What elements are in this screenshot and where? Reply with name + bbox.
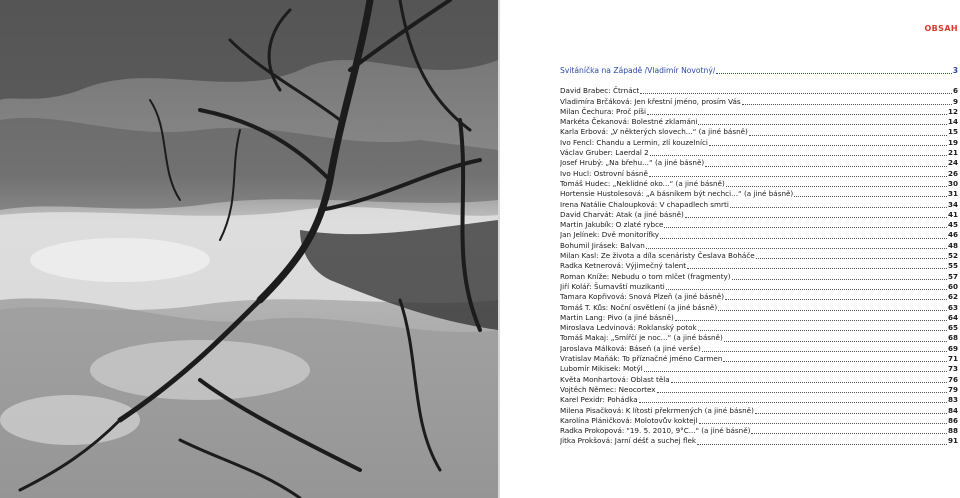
toc-dot-leader <box>698 123 947 125</box>
toc-entry-page: 65 <box>947 323 958 333</box>
contents-heading: OBSAH <box>924 24 958 33</box>
toc-entry-title: Markéta Čekanová: Bolestné zklamání <box>560 117 698 127</box>
toc-entry-page: 12 <box>947 106 958 116</box>
toc-entry[interactable] <box>560 117 958 127</box>
toc-entry[interactable] <box>560 282 958 292</box>
toc-entry-page: 69 <box>947 343 958 353</box>
toc-dot-leader <box>697 443 947 445</box>
toc-dot-leader <box>671 381 947 383</box>
toc-dot-leader <box>685 216 947 218</box>
toc-entry-page: 34 <box>947 199 958 209</box>
table-of-contents <box>560 66 958 447</box>
toc-entry[interactable] <box>560 323 958 333</box>
toc-entry[interactable] <box>560 200 958 210</box>
toc-entry[interactable] <box>560 210 958 220</box>
toc-entry-page: 21 <box>947 148 958 158</box>
toc-entry[interactable] <box>560 406 958 416</box>
toc-dot-leader <box>726 185 947 187</box>
toc-dot-leader <box>794 195 947 197</box>
toc-entry[interactable] <box>560 385 958 395</box>
toc-entry-title: Milena Pisačková: K lítosti překrmených (a jiné básně) <box>560 405 754 415</box>
toc-entry[interactable] <box>560 261 958 271</box>
toc-entry-page: 60 <box>947 281 958 291</box>
toc-entry-title: Tamara Kopřivová: Snová Plzeň (a jiné básně) <box>560 292 725 302</box>
toc-entry-page: 41 <box>947 209 958 219</box>
toc-entry[interactable] <box>560 251 958 261</box>
toc-dot-leader <box>699 422 947 424</box>
toc-entry-page: 14 <box>947 117 958 127</box>
toc-dot-leader <box>749 134 947 136</box>
toc-dot-leader <box>660 237 947 239</box>
toc-entry[interactable] <box>560 333 958 343</box>
toc-entry-title: Josef Hrubý: „Na břehu...“ (a jiné básně) <box>560 158 705 168</box>
toc-entry-title: Květa Monhartová: Oblast těla <box>560 374 670 384</box>
toc-dot-leader <box>705 165 947 167</box>
toc-entry[interactable] <box>560 97 958 107</box>
toc-entry[interactable] <box>560 344 958 354</box>
toc-dot-leader <box>698 329 947 331</box>
toc-entry-page: 48 <box>947 240 958 250</box>
toc-entry-page: 63 <box>947 302 958 312</box>
toc-entry-page: 64 <box>947 312 958 322</box>
toc-entry[interactable] <box>560 241 958 251</box>
toc-dot-leader <box>725 298 947 300</box>
toc-entry[interactable] <box>560 426 958 436</box>
toc-dot-leader <box>756 257 947 259</box>
toc-entry[interactable] <box>560 416 958 426</box>
toc-entry-title: Vladimíra Brčáková: Jen křestní jméno, prosím Vás <box>560 96 741 106</box>
toc-dot-leader <box>666 288 947 290</box>
toc-entry-page: 19 <box>947 137 958 147</box>
toc-entry[interactable] <box>560 230 958 240</box>
toc-entry[interactable] <box>560 395 958 405</box>
toc-entry-title: Radka Prokopová: "19. 5. 2010, 9°C..." (a jiné básně) <box>560 426 751 436</box>
toc-entry-title: Martin Lang: Pivo (a jiné básně) <box>560 312 674 322</box>
toc-entry[interactable] <box>560 220 958 230</box>
toc-entry[interactable] <box>560 292 958 302</box>
toc-entry[interactable] <box>560 354 958 364</box>
toc-dot-leader <box>675 319 947 321</box>
toc-entry-title: Jaroslava Málková: Báseň (a jiné verše) <box>560 343 701 353</box>
toc-dot-leader <box>709 144 947 146</box>
toc-entry[interactable] <box>560 179 958 189</box>
toc-entry[interactable] <box>560 107 958 117</box>
toc-dot-leader <box>732 278 947 280</box>
toc-entry-page: 3 <box>952 66 958 75</box>
toc-entry-title: David Brabec: Čtrnáct <box>560 86 640 96</box>
toc-entry[interactable] <box>560 272 958 282</box>
toc-entry[interactable] <box>560 169 958 179</box>
toc-spacer <box>560 76 958 86</box>
toc-entry-page: 31 <box>947 189 958 199</box>
toc-entry-page: 86 <box>947 415 958 425</box>
toc-entry[interactable] <box>560 138 958 148</box>
toc-entry-title: Hortensie Hustolesová: „A básníkem být nechci...“ (a jiné básně) <box>560 189 794 199</box>
toc-entry-page: 52 <box>947 251 958 261</box>
toc-entry-title: Bohumil Jirásek: Balvan <box>560 240 645 250</box>
toc-entry-title: Lubomír Mikisek: Motýl <box>560 364 643 374</box>
toc-entry-title: Tomáš T. Kůs: Noční osvětlení (a jiné básně) <box>560 302 718 312</box>
toc-entry-title: Svitáníčka na Západě /Vladimír Novotný/ <box>560 66 716 75</box>
toc-dot-leader <box>644 370 947 372</box>
toc-dot-leader <box>755 412 947 414</box>
toc-dot-leader <box>716 72 951 74</box>
toc-entry-title: Vratislav Maňák: To příznačné jméno Carmen <box>560 354 723 364</box>
toc-dot-leader <box>702 350 947 352</box>
toc-entry-title: Vojtěch Němec: Neocortex <box>560 384 656 394</box>
toc-entry-title: Tomáš Hudec: „Neklidné oko...“ (a jiné básně) <box>560 178 725 188</box>
toc-entry-title: Ivo Fencl: Chandu a Lermin, zlí kouzelníci <box>560 137 708 147</box>
toc-dot-leader <box>646 247 947 249</box>
toc-entry-title: Tomáš Makaj: „Smířčí je noc...“ (a jiné básně) <box>560 333 723 343</box>
toc-entry-title: Jitka Prokšová: Jarní déšť a suchej flek <box>560 436 697 446</box>
toc-entry-title: Jiří Kolář: Šumavští muzikanti <box>560 281 665 291</box>
toc-entry[interactable] <box>560 375 958 385</box>
toc-entry-page: 88 <box>947 426 958 436</box>
toc-entries <box>560 86 958 446</box>
toc-entry-page: 6 <box>952 86 958 96</box>
toc-dot-leader <box>718 309 947 311</box>
toc-entry-page: 91 <box>947 436 958 446</box>
toc-entry-page: 9 <box>952 96 958 106</box>
toc-dot-leader <box>649 175 947 177</box>
toc-entry-title: Václav Gruber: Laerdal 2 <box>560 148 649 158</box>
toc-entry[interactable] <box>560 158 958 168</box>
toc-entry-title: Karolína Pláničková: Molotovův koktejl <box>560 415 698 425</box>
toc-dot-leader <box>647 113 947 115</box>
toc-entry-page: 46 <box>947 230 958 240</box>
toc-entry-page: 68 <box>947 333 958 343</box>
toc-entry-title: Martin Jakubík: O zlaté rybce <box>560 220 664 230</box>
toc-entry[interactable] <box>560 127 958 137</box>
toc-entry-title: Radka Ketnerová: Výjimečný talent <box>560 261 687 271</box>
toc-entry-title: Roman Kníže: Nebudu o tom mlčet (fragmenty) <box>560 271 731 281</box>
toc-entry[interactable] <box>560 364 958 374</box>
toc-dot-leader <box>650 154 947 156</box>
toc-entry-page: 83 <box>947 395 958 405</box>
toc-entry-title: Milan Čechura: Proč píši <box>560 106 646 116</box>
toc-entry-page: 71 <box>947 354 958 364</box>
toc-entry-title: Karla Erbová: „V některých slovech...“ (a jiné básně) <box>560 127 748 137</box>
toc-dot-leader <box>639 401 947 403</box>
toc-entry[interactable] <box>560 436 958 446</box>
toc-entry-title: Ivo Hucl: Ostrovní básně <box>560 168 648 178</box>
toc-entry-title: Jan Jelínek: Dvě monitorífky <box>560 230 660 240</box>
toc-dot-leader <box>640 92 952 94</box>
toc-dot-leader <box>742 103 952 105</box>
toc-entry-title: Milan Kasl: Ze života a díla scenáristy Česlava Boháče <box>560 251 755 261</box>
toc-entry-page: 24 <box>947 158 958 168</box>
toc-entry-page: 79 <box>947 384 958 394</box>
toc-dot-leader <box>723 360 947 362</box>
toc-entry-page: 84 <box>947 405 958 415</box>
toc-entry-page: 55 <box>947 261 958 271</box>
toc-entry-page: 15 <box>947 127 958 137</box>
toc-dot-leader <box>751 432 947 434</box>
toc-entry[interactable] <box>560 86 958 96</box>
toc-entry-title: Irena Natálie Chaloupková: V chapadlech smrti <box>560 199 729 209</box>
toc-entry-page: 30 <box>947 178 958 188</box>
toc-dot-leader <box>664 226 947 228</box>
toc-entry[interactable] <box>560 189 958 199</box>
toc-entry-page: 76 <box>947 374 958 384</box>
toc-dot-leader <box>687 267 947 269</box>
toc-entry-page: 45 <box>947 220 958 230</box>
toc-dot-leader <box>657 391 947 393</box>
toc-entry[interactable] <box>560 313 958 323</box>
toc-entry-title: Karel Pexidr: Pohádka <box>560 395 638 405</box>
toc-entry-page: 57 <box>947 271 958 281</box>
contents-page <box>500 0 960 498</box>
toc-entry-featured[interactable] <box>560 66 958 76</box>
toc-dot-leader <box>730 206 947 208</box>
toc-entry[interactable] <box>560 148 958 158</box>
toc-entry-page: 73 <box>947 364 958 374</box>
toc-entry-title: David Charvát: Atak (a jiné básně) <box>560 209 684 219</box>
toc-entry-page: 62 <box>947 292 958 302</box>
toc-entry-title: Miroslava Ledvinová: Roklanský potok <box>560 323 697 333</box>
toc-entry[interactable] <box>560 303 958 313</box>
toc-entry-page: 26 <box>947 168 958 178</box>
toc-dot-leader <box>724 340 947 342</box>
